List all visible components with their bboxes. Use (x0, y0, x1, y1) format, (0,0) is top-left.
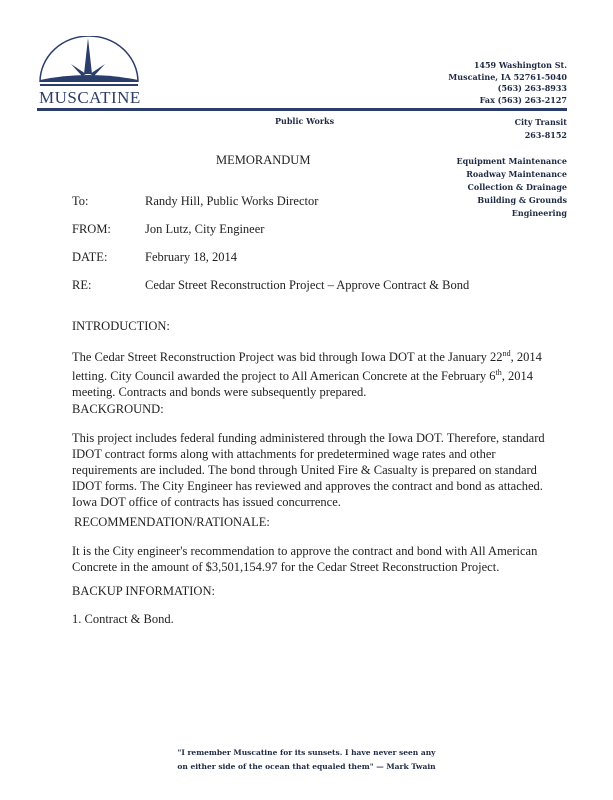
transit-block (515, 116, 567, 142)
re-value: Cedar Street Reconstruction Project – Approve Contract & Bond (145, 278, 470, 292)
backup-item: 1. Contract & Bond. (72, 612, 174, 626)
background-heading: BACKGROUND: (72, 402, 164, 416)
muscatine-logo (38, 36, 140, 86)
logo-text: MUSCATINE (39, 88, 141, 107)
quote-line: on either side of the ocean that equaled them" — Mark Twain (177, 762, 436, 771)
background-paragraph: This project includes federal funding administered through the Iowa DOT. Therefore, standard IDOT contract forms along with attachments for predetermined wage rates and other requirements are included. The bond through United Fire & Casualty is prepared on standard IDOT forms. The City Engineer has reviewed and approves the contract and bond as attached. Iowa DOT office of contracts has issued concurrence. (72, 431, 545, 509)
footer-quote (0, 746, 613, 774)
intro-text: , 2014 letting. City Council awarded the project to All American Concrete at the February 6 (72, 350, 542, 384)
from-value: Jon Lutz, City Engineer (145, 222, 265, 236)
backup-heading: BACKUP INFORMATION: (72, 584, 215, 598)
intro-paragraph (72, 346, 547, 400)
intro-text: , 2014 meeting. Contracts and bonds were subsequently prepared. (72, 369, 533, 400)
department-name: Public Works (275, 116, 335, 126)
intro-heading: INTRODUCTION: (72, 319, 170, 333)
from-label: FROM: (72, 222, 111, 236)
intro-text: The Cedar Street Reconstruction Project was bid through Iowa DOT at the January 22 (72, 350, 503, 365)
date-label: DATE: (72, 250, 108, 264)
transit-phone: 263-8152 (524, 130, 567, 140)
division-item: Engineering (511, 208, 567, 218)
quote-line: "I remember Muscatine for its sunsets. I have never seen any (177, 748, 436, 757)
division-item: Equipment Maintenance (456, 156, 567, 166)
address-city: Muscatine, IA 52761-5040 (448, 71, 567, 82)
to-value: Randy Hill, Public Works Director (145, 194, 319, 208)
recommendation-heading: RECOMMENDATION/RATIONALE: (74, 515, 270, 529)
division-item: Roadway Maintenance (466, 169, 567, 179)
ordinal: nd (502, 349, 511, 358)
re-label: RE: (72, 278, 92, 292)
recommendation-paragraph: It is the City engineer's recommendation to approve the contract and bond with All American Concrete in the amount of $3,501,154.97 for the Cedar Street Reconstruction Project. (72, 544, 538, 574)
address-phone: (563) 263-8933 (497, 83, 567, 93)
date-value: February 18, 2014 (145, 250, 237, 264)
transit-label: City Transit (514, 117, 567, 127)
divisions-list (457, 155, 567, 220)
address-block (448, 60, 567, 106)
memo-title: MEMORANDUM (216, 153, 311, 167)
header-rule (37, 108, 567, 111)
address-street: 1459 Washington St. (473, 60, 567, 70)
division-item: Building & Grounds (477, 195, 567, 205)
division-item: Collection & Drainage (467, 182, 567, 192)
address-fax: Fax (563) 263-2127 (479, 94, 567, 105)
ordinal: th (495, 368, 502, 378)
to-label: To: (72, 194, 89, 208)
